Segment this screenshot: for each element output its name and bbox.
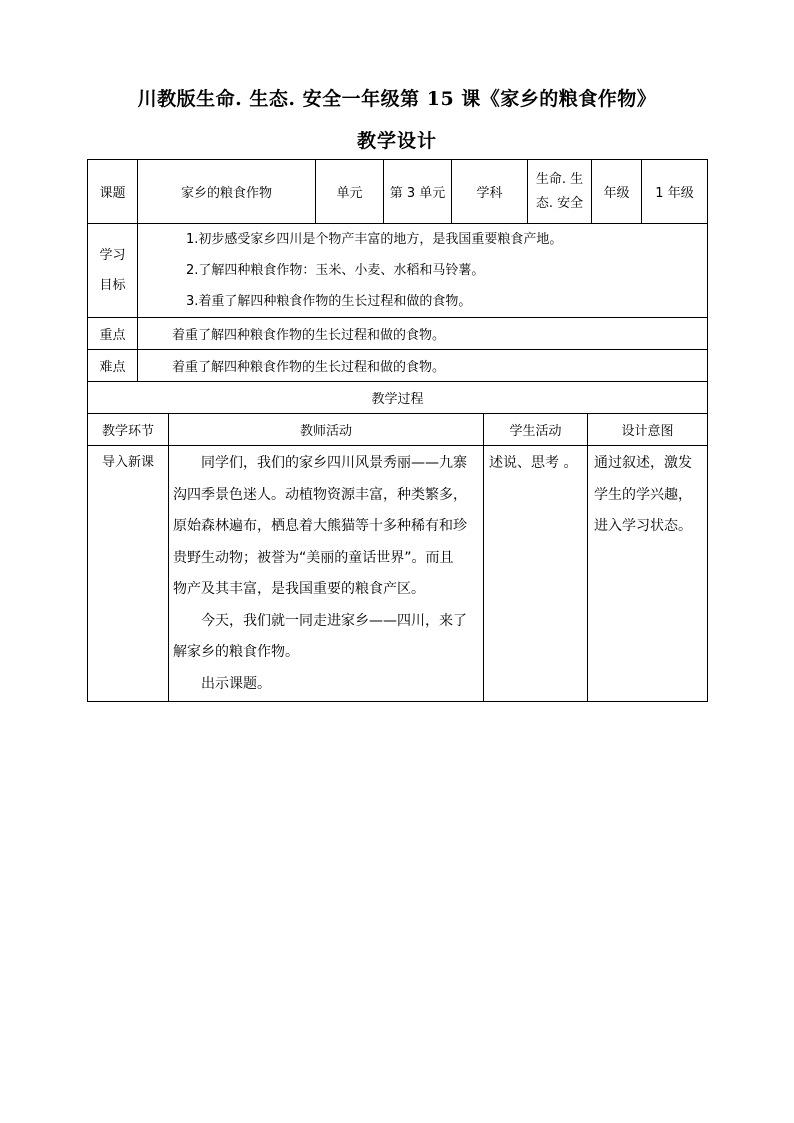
difficulty-label: 难点: [88, 350, 138, 382]
unit-label: 单元: [316, 160, 384, 224]
document-title: 川教版生命. 生态. 安全一年级第 15 课《家乡的粮食作物》: [137, 88, 657, 110]
goals-label-line2: 目标: [99, 277, 126, 293]
design-line: 学生的学兴趣，: [594, 486, 692, 503]
teacher-line: 今天，我们就一同走进家乡——四川，来了: [201, 612, 467, 629]
goal-item: 1.初步感受家乡四川是个物产丰富的地方，是我国重要粮食产地。: [186, 232, 563, 247]
teaching-process-table: [87, 381, 708, 702]
goal-item: 2.了解四种粮食作物：玉米、小麦、水稻和马铃薯。: [186, 263, 485, 278]
lesson-value: 家乡的粮食作物: [138, 160, 316, 224]
teacher-line: 物产及其丰富，是我国重要的粮食产区。: [173, 581, 425, 597]
design-line: 进入学习状态。: [594, 518, 692, 534]
header-student: 学生活动: [484, 414, 588, 446]
student-activity: 述说、思考 。: [484, 446, 588, 702]
teacher-line: 出示课题。: [201, 675, 271, 692]
teacher-line: 沟四季景色迷人。动植物资源丰富，种类繁多，: [173, 486, 467, 503]
teacher-line: 同学们，我们的家乡四川风景秀丽——九寨: [201, 455, 467, 471]
process-header-row: [88, 414, 708, 446]
teacher-line: 原始森林遍布，栖息着大熊猫等十多种稀有和珍: [173, 518, 467, 534]
goals-label: [88, 224, 138, 318]
process-row: [88, 446, 708, 702]
document-subtitle: 教学设计: [356, 130, 437, 152]
header-stage: 教学环节: [88, 414, 169, 446]
goal-item: 3.着重了解四种粮食作物的生长过程和做的食物。: [186, 294, 472, 309]
key-point-text: 着重了解四种粮食作物的生长过程和做的食物。: [138, 318, 708, 350]
key-point-label: 重点: [88, 318, 138, 350]
header-design: 设计意图: [588, 414, 708, 446]
header-teacher: 教师活动: [169, 414, 484, 446]
unit-value: 第 3 单元: [384, 160, 452, 224]
goals-label-line1: 学习: [99, 247, 126, 263]
goals-content: [138, 224, 708, 318]
lesson-label: 课题: [88, 160, 138, 224]
subject-value-line2: 态. 安全: [535, 195, 584, 211]
design-line: 通过叙述，激发: [594, 455, 692, 471]
design-intent: [588, 446, 708, 702]
teacher-activity: [169, 446, 484, 702]
teacher-line: 贵野生动物；被誉为“美丽的童话世界”。而且: [173, 549, 454, 566]
grade-label: 年级: [592, 160, 642, 224]
teacher-line: 解家乡的粮食作物。: [173, 644, 299, 660]
grade-value: 1 年级: [642, 160, 708, 224]
process-title-row: [88, 382, 708, 414]
subject-value: [528, 160, 592, 224]
stage-cell: 导入新课: [88, 446, 169, 702]
subject-value-line1: 生命. 生: [535, 171, 584, 187]
process-title: 教学过程: [88, 382, 708, 414]
key-point-row: [88, 318, 708, 350]
subject-label: 学科: [452, 160, 528, 224]
difficulty-row: [88, 350, 708, 382]
info-row: [88, 160, 708, 224]
lesson-info-table: [87, 159, 708, 382]
difficulty-text: 着重了解四种粮食作物的生长过程和做的食物。: [138, 350, 708, 382]
goals-row: [88, 224, 708, 318]
